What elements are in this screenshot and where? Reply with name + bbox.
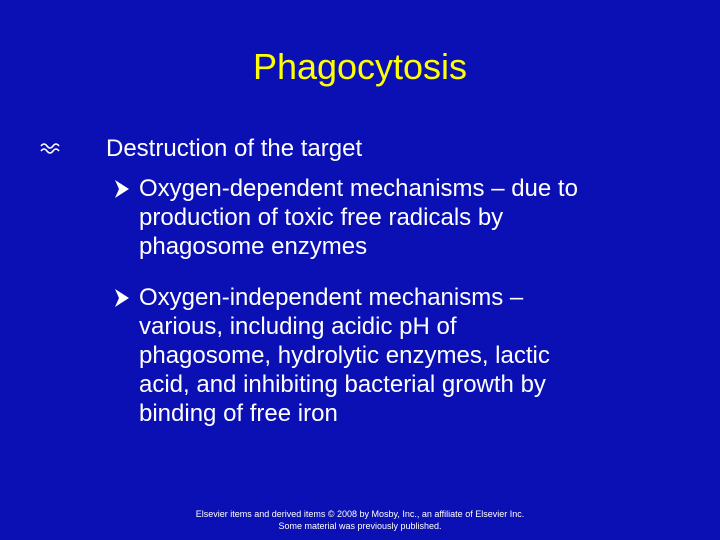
footer-line: Elsevier items and derived items © 2008 by Mosby, Inc., an affiliate of Elsevier Inc. (195, 509, 525, 519)
footer-line: Some material was previously published. (278, 521, 442, 531)
sub-bullet-line: acid, and inhibiting bacterial growth by (139, 371, 546, 398)
sub-bullet-line: phagosome, hydrolytic enzymes, lactic (139, 342, 550, 369)
arrowhead-bullet-icon (112, 178, 132, 200)
arrowhead-bullet-icon (112, 287, 132, 309)
sub-bullet-line: various, including acidic pH of (139, 313, 457, 340)
sub-bullet-line: Oxygen-dependent mechanisms – due to (139, 175, 578, 202)
sub-bullet-line: phagosome enzymes (139, 233, 368, 260)
copyright-footer (0, 508, 720, 532)
sub-bullet-line: binding of free iron (139, 400, 338, 427)
sub-bullet-line: production of toxic free radicals by (139, 204, 504, 231)
main-bullet-text: Destruction of the target (106, 135, 363, 162)
sub-bullet-line: Oxygen-independent mechanisms – (139, 284, 524, 311)
slide-title: Phagocytosis (252, 46, 468, 87)
sub-bullet-text (139, 283, 669, 428)
waves-bullet-icon (40, 140, 60, 156)
sub-bullet-text (139, 174, 669, 261)
